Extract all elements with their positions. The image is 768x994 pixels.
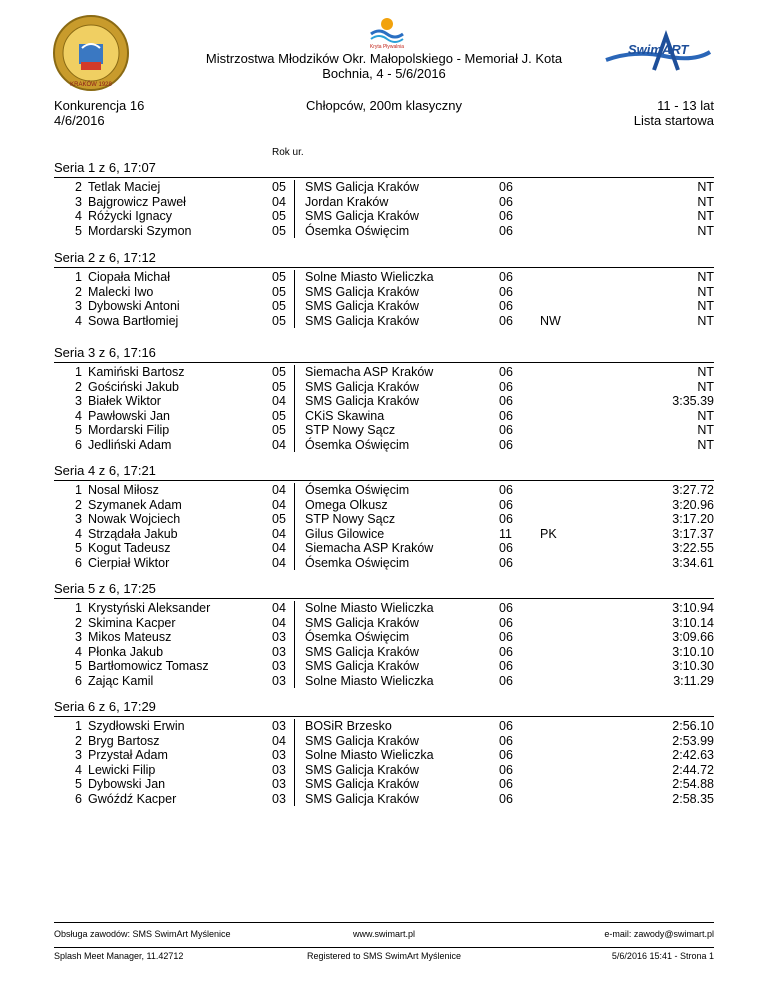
club-name: Siemacha ASP Kraków — [305, 541, 434, 555]
swimmer-name: Płonka Jakub — [88, 644, 164, 659]
entry-time: NT — [697, 284, 714, 299]
lane-number: 1 — [75, 601, 82, 615]
table-row — [0, 209, 768, 224]
club-name: Ósemka Oświęcim — [305, 630, 410, 644]
club-name: SMS Galicja Kraków — [305, 762, 419, 777]
category: 06 — [499, 541, 513, 555]
lane-number: 2 — [75, 284, 82, 299]
table-row — [0, 299, 768, 314]
entry-time: 3:11.29 — [673, 673, 714, 688]
logo-left-text: KRAKÓW 1928 — [70, 82, 112, 88]
swimmer-name: Białek Wiktor — [88, 394, 161, 408]
entry-time: NT — [697, 299, 714, 313]
table-row — [0, 380, 768, 395]
table-row — [0, 674, 768, 689]
lane-number: 1 — [75, 270, 82, 284]
swimmer-name: Mordarski Szymon — [88, 223, 192, 238]
birth-year: 04 — [272, 615, 286, 630]
entry-time: 3:17.37 — [672, 526, 714, 541]
lane-number: 1 — [75, 483, 82, 497]
category: 06 — [499, 601, 513, 615]
category: 06 — [499, 408, 513, 423]
club-name: SMS Galicja Kraków — [305, 284, 419, 299]
series-title: Seria 4 z 6, 17:21 — [54, 463, 714, 481]
series-title: Seria 6 z 6, 17:29 — [54, 699, 714, 717]
lane-number: 5 — [75, 223, 82, 238]
swimmer-name: Jedliński Adam — [88, 437, 172, 452]
entry-time: NT — [697, 365, 714, 379]
club-name: SMS Galicja Kraków — [305, 313, 419, 328]
category: 06 — [499, 791, 513, 806]
birth-year: 04 — [272, 483, 286, 497]
table-row — [0, 195, 768, 210]
swimmer-name: Skimina Kacper — [88, 615, 176, 630]
club-name: Solne Miasto Wieliczka — [305, 270, 434, 284]
birth-year: 05 — [272, 209, 286, 223]
table-row — [0, 365, 768, 380]
lane-number: 6 — [75, 555, 82, 570]
table-row — [0, 792, 768, 807]
event-age: 11 - 13 lat — [657, 98, 714, 113]
category: 06 — [499, 394, 513, 408]
swimmer-name: Szydłowski Erwin — [88, 719, 185, 733]
club-name: SMS Galicja Kraków — [305, 299, 419, 313]
lane-number: 3 — [75, 630, 82, 644]
swimmer-name: Przystał Adam — [88, 748, 168, 762]
swimmer-name: Kamiński Bartosz — [88, 365, 185, 379]
table-row — [0, 270, 768, 285]
birth-year: 05 — [272, 365, 286, 379]
club-name: SMS Galicja Kraków — [305, 394, 419, 408]
lane-number: 5 — [75, 659, 82, 673]
lane-number: 3 — [75, 394, 82, 408]
birth-year: 04 — [272, 526, 286, 541]
lane-number: 2 — [75, 497, 82, 512]
year-column-label: Rok ur. — [272, 147, 304, 158]
category: 06 — [499, 512, 513, 526]
birth-year: 05 — [272, 423, 286, 437]
table-row — [0, 719, 768, 734]
category: 06 — [499, 299, 513, 313]
series-title: Seria 1 z 6, 17:07 — [54, 160, 714, 178]
club-name: Jordan Kraków — [305, 194, 389, 209]
category: 06 — [499, 379, 513, 394]
club-name: SMS Galicja Kraków — [305, 180, 419, 194]
club-name: Ósemka Oświęcim — [305, 437, 410, 452]
entry-time: NT — [697, 423, 714, 437]
birth-year: 05 — [272, 299, 286, 313]
category: 06 — [499, 270, 513, 284]
club-name: SMS Galicja Kraków — [305, 379, 419, 394]
entry-time: 3:20.96 — [672, 497, 714, 512]
lane-number: 2 — [75, 180, 82, 194]
swimmer-name: Dybowski Antoni — [88, 299, 180, 313]
swimmer-name: Cierpiał Wiktor — [88, 555, 170, 570]
swimmer-name: Bajgrowicz Paweł — [88, 194, 186, 209]
club-name: Ósemka Oświęcim — [305, 223, 410, 238]
entry-time: 3:10.14 — [672, 615, 714, 630]
swimmer-name: Nosal Miłosz — [88, 483, 159, 497]
lane-number: 6 — [75, 791, 82, 806]
table-row — [0, 645, 768, 660]
swimmer-name: Mikos Mateusz — [88, 630, 172, 644]
table-row — [0, 601, 768, 616]
birth-year: 04 — [272, 437, 286, 452]
swimmer-name: Pawłowski Jan — [88, 408, 170, 423]
birth-year: 03 — [272, 644, 286, 659]
lane-number: 2 — [75, 733, 82, 748]
category: 06 — [499, 748, 513, 762]
lane-number: 5 — [75, 423, 82, 437]
lane-number: 6 — [75, 673, 82, 688]
table-row — [0, 763, 768, 778]
table-row — [0, 409, 768, 424]
entry-time: 3:09.66 — [672, 630, 714, 644]
swimmer-name: Ciopała Michał — [88, 270, 170, 284]
table-row — [0, 224, 768, 239]
swimmer-name: Kogut Tadeusz — [88, 541, 171, 555]
table-row — [0, 483, 768, 498]
table-row — [0, 314, 768, 329]
entry-time: 2:42.63 — [672, 748, 714, 762]
category: 06 — [499, 483, 513, 497]
entry-time: 3:10.10 — [672, 644, 714, 659]
entry-time: NT — [697, 437, 714, 452]
swimmer-name: Mordarski Filip — [88, 423, 170, 437]
birth-year: 03 — [272, 748, 286, 762]
note: NW — [540, 313, 561, 328]
footer-timestamp: 5/6/2016 15:41 - Strona 1 — [611, 951, 714, 961]
list-type: Lista startowa — [633, 113, 714, 128]
footer-software: Splash Meet Manager, 11.42712 — [54, 951, 184, 961]
lane-number: 5 — [75, 541, 82, 555]
entry-time: NT — [697, 313, 714, 328]
lane-number: 4 — [75, 644, 82, 659]
club-name: CKiS Skawina — [305, 408, 385, 423]
meet-title: Mistrzostwa Młodzików Okr. Małopolskiego - Memoriał J. Kota — [205, 51, 563, 66]
table-row — [0, 512, 768, 527]
swimmer-name: Bryg Bartosz — [88, 733, 160, 748]
event-date: 4/6/2016 — [54, 113, 105, 128]
category: 06 — [499, 630, 513, 644]
entry-time: NT — [697, 270, 714, 284]
birth-year: 03 — [272, 630, 286, 644]
category: 06 — [499, 659, 513, 673]
pool-logo — [365, 16, 410, 50]
lane-number: 2 — [75, 379, 82, 394]
swimmer-name: Nowak Wojciech — [88, 512, 181, 526]
birth-year: 04 — [272, 394, 286, 408]
club-name: Ósemka Oświęcim — [305, 483, 410, 497]
birth-year: 03 — [272, 777, 286, 791]
swimmer-name: Bartłomowicz Tomasz — [88, 659, 209, 673]
table-row — [0, 423, 768, 438]
category: 06 — [499, 180, 513, 194]
table-row — [0, 394, 768, 409]
series-title: Seria 3 z 6, 17:16 — [54, 345, 714, 363]
club-name: Solne Miasto Wieliczka — [305, 673, 434, 688]
lane-number: 6 — [75, 437, 82, 452]
birth-year: 03 — [272, 719, 286, 733]
series-title: Seria 2 z 6, 17:12 — [54, 250, 714, 268]
footer-email: e-mail: zawody@swimart.pl — [604, 929, 714, 939]
table-row — [0, 777, 768, 792]
table-row — [0, 630, 768, 645]
lane-number: 1 — [75, 365, 82, 379]
category: 06 — [499, 762, 513, 777]
footer-website: www.swimart.pl — [352, 929, 415, 939]
club-name: STP Nowy Sącz — [305, 423, 396, 437]
swimmer-name: Gwóźdź Kacper — [88, 791, 177, 806]
entry-time: 3:27.72 — [672, 483, 714, 497]
club-name: BOSiR Brzesko — [305, 719, 392, 733]
table-row — [0, 541, 768, 556]
swimmer-name: Zając Kamil — [88, 673, 154, 688]
footer-registered: Registered to SMS SwimArt Myślenice — [306, 951, 462, 961]
category: 06 — [499, 209, 513, 223]
note: PK — [540, 526, 557, 541]
birth-year: 03 — [272, 762, 286, 777]
category: 06 — [499, 719, 513, 733]
entry-time: NT — [697, 194, 714, 209]
club-name: SMS Galicja Kraków — [305, 644, 419, 659]
entry-time: 3:22.55 — [672, 541, 714, 555]
category: 06 — [499, 223, 513, 238]
series-title: Seria 5 z 6, 17:25 — [54, 581, 714, 599]
category: 11 — [499, 526, 512, 541]
club-name: SMS Galicja Kraków — [305, 659, 419, 673]
swimmer-name: Różycki Ignacy — [88, 209, 173, 223]
table-row — [0, 527, 768, 542]
birth-year: 04 — [272, 541, 286, 555]
birth-year: 05 — [272, 284, 286, 299]
category: 06 — [499, 555, 513, 570]
table-row — [0, 556, 768, 571]
entry-time: NT — [697, 180, 714, 194]
birth-year: 03 — [272, 791, 286, 806]
entry-time: NT — [697, 379, 714, 394]
birth-year: 05 — [272, 313, 286, 328]
club-name: SMS Galicja Kraków — [305, 615, 419, 630]
swimmer-name: Malecki Iwo — [88, 284, 154, 299]
logo-center-text: Kryta Pływalnia — [369, 44, 405, 50]
entry-time: NT — [697, 408, 714, 423]
lane-number: 4 — [75, 408, 82, 423]
table-row — [0, 285, 768, 300]
category: 06 — [499, 497, 513, 512]
table-row — [0, 748, 768, 763]
lane-number: 3 — [75, 748, 82, 762]
club-name: SMS Galicja Kraków — [305, 777, 419, 791]
club-name: Gilus Gilowice — [305, 526, 385, 541]
club-name: SMS Galicja Kraków — [305, 733, 419, 748]
event-name: Chłopców, 200m klasyczny — [305, 98, 463, 113]
club-name: Omega Olkusz — [305, 497, 388, 512]
birth-year: 03 — [272, 673, 286, 688]
birth-year: 04 — [272, 601, 286, 615]
swimmer-name: Szymanek Adam — [88, 497, 182, 512]
footer-organizer: Obsługa zawodów: SMS SwimArt Myślenice — [54, 929, 231, 939]
birth-year: 04 — [272, 497, 286, 512]
category: 06 — [499, 313, 513, 328]
category: 06 — [499, 673, 513, 688]
club-name: Solne Miasto Wieliczka — [305, 601, 434, 615]
logo-right-text: SwimART — [628, 42, 689, 57]
table-row — [0, 616, 768, 631]
entry-time: NT — [697, 209, 714, 223]
lane-number: 4 — [75, 209, 82, 223]
entry-time: 3:10.94 — [672, 601, 714, 615]
swimmer-name: Gościński Jakub — [88, 379, 180, 394]
table-row — [0, 498, 768, 513]
entry-time: 2:44.72 — [672, 762, 714, 777]
category: 06 — [499, 194, 513, 209]
entry-time: 3:17.20 — [672, 512, 714, 526]
club-name: Solne Miasto Wieliczka — [305, 748, 434, 762]
category: 06 — [499, 615, 513, 630]
lane-number: 1 — [75, 719, 82, 733]
swimmer-name: Strządała Jakub — [88, 526, 178, 541]
lane-number: 4 — [75, 762, 82, 777]
birth-year: 04 — [272, 733, 286, 748]
lane-number: 4 — [75, 526, 82, 541]
entry-time: 2:54.88 — [672, 777, 714, 791]
lane-number: 3 — [75, 512, 82, 526]
birth-year: 04 — [272, 194, 286, 209]
category: 06 — [499, 644, 513, 659]
lane-number: 3 — [75, 194, 82, 209]
category: 06 — [499, 437, 513, 452]
birth-year: 04 — [272, 555, 286, 570]
club-name: SMS Galicja Kraków — [305, 791, 419, 806]
entry-time: 3:10.30 — [672, 659, 714, 673]
swimmer-name: Krystyński Aleksander — [88, 601, 211, 615]
table-row — [0, 734, 768, 749]
event-number: Konkurencja 16 — [54, 98, 145, 113]
table-row — [0, 438, 768, 453]
birth-year: 05 — [272, 512, 286, 526]
entry-time: 2:53.99 — [672, 733, 714, 748]
lane-number: 2 — [75, 615, 82, 630]
meet-subtitle: Bochnia, 4 - 5/6/2016 — [322, 66, 446, 81]
entry-time: NT — [697, 223, 714, 238]
lane-number: 3 — [75, 299, 82, 313]
footer-divider — [54, 922, 714, 923]
entry-time: 2:58.35 — [672, 791, 714, 806]
category: 06 — [499, 284, 513, 299]
club-name: STP Nowy Sącz — [305, 512, 396, 526]
lane-number: 5 — [75, 777, 82, 791]
birth-year: 05 — [272, 408, 286, 423]
swimmer-name: Lewicki Filip — [88, 762, 156, 777]
birth-year: 03 — [272, 659, 286, 673]
swimmer-name: Dybowski Jan — [88, 777, 166, 791]
birth-year: 05 — [272, 223, 286, 238]
swimmer-name: Sowa Bartłomiej — [88, 313, 179, 328]
category: 06 — [499, 423, 513, 437]
club-name: Ósemka Oświęcim — [305, 555, 410, 570]
birth-year: 05 — [272, 180, 286, 194]
entry-time: 2:56.10 — [672, 719, 714, 733]
table-row — [0, 180, 768, 195]
club-name: SMS Galicja Kraków — [305, 209, 419, 223]
category: 06 — [499, 777, 513, 791]
birth-year: 05 — [272, 270, 286, 284]
category: 06 — [499, 365, 513, 379]
entry-time: 3:35.39 — [672, 394, 714, 408]
birth-year: 05 — [272, 379, 286, 394]
category: 06 — [499, 733, 513, 748]
club-name: Siemacha ASP Kraków — [305, 365, 434, 379]
entry-time: 3:34.61 — [672, 555, 714, 570]
lane-number: 4 — [75, 313, 82, 328]
table-row — [0, 659, 768, 674]
footer-divider-2 — [54, 947, 714, 948]
swimmer-name: Tetlak Maciej — [88, 180, 161, 194]
